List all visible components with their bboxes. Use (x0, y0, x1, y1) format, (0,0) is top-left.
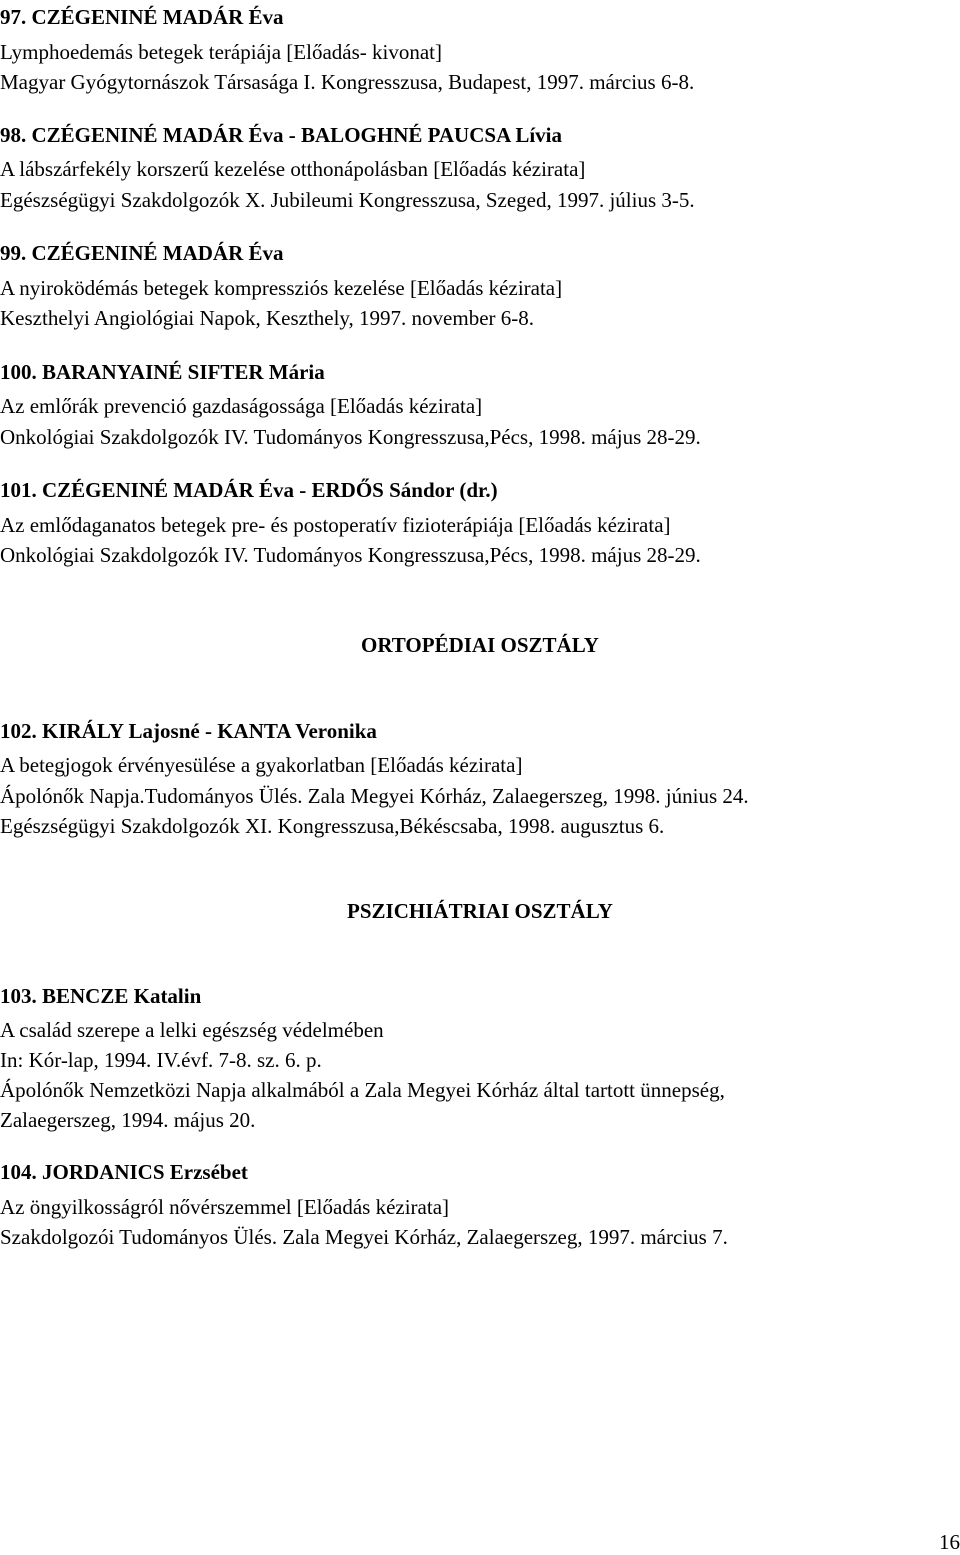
entry-98-title: A lábszárfekély korszerű kezelése otthonápolásban [Előadás kézirata] (0, 157, 586, 181)
entry-99-heading: 99. CZÉGENINÉ MADÁR Éva (0, 241, 284, 265)
entry-100-title: Az emlőrák prevenció gazdaságossága [Előadás kézirata] (0, 394, 483, 418)
entry-102-venue-2: Egészségügyi Szakdolgozók XI. Kongresszusa,Békéscsaba, 1998. augusztus 6. (0, 814, 665, 838)
entry-100-venue: Onkológiai Szakdolgozók IV. Tudományos Kongresszusa,Pécs, 1998. május 28-29. (0, 425, 701, 449)
entry-101-heading: 101. CZÉGENINÉ MADÁR Éva - ERDŐS Sándor (dr.) (0, 478, 498, 502)
section-title-psychiatry: PSZICHIÁTRIAI OSZTÁLY (347, 899, 613, 923)
entry-99-title: A nyiroködémás betegek kompressziós kezelése [Előadás kézirata] (0, 276, 563, 300)
entry-102-title: A betegjogok érvényesülése a gyakorlatban [Előadás kézirata] (0, 753, 523, 777)
entry-99-venue: Keszthelyi Angiológiai Napok, Keszthely, 1997. november 6-8. (0, 306, 535, 330)
entry-97-heading: 97. CZÉGENINÉ MADÁR Éva (0, 5, 284, 29)
entry-104-title: Az öngyilkosságról nővérszemmel [Előadás kézirata] (0, 1195, 450, 1219)
entry-102-heading: 102. KIRÁLY Lajosné - KANTA Veronika (0, 719, 377, 743)
entry-103-venue-2: Zalaegerszeg, 1994. május 20. (0, 1108, 256, 1132)
entry-102-venue-1: Ápolónők Napja.Tudományos Ülés. Zala Megyei Kórház, Zalaegerszeg, 1998. június 24. (0, 784, 749, 808)
entry-98-venue: Egészségügyi Szakdolgozók X. Jubileumi Kongresszusa, Szeged, 1997. július 3-5. (0, 188, 695, 212)
entry-100-heading: 100. BARANYAINÉ SIFTER Mária (0, 360, 325, 384)
entry-104-venue: Szakdolgozói Tudományos Ülés. Zala Megyei Kórház, Zalaegerszeg, 1997. március 7. (0, 1225, 728, 1249)
entry-101-title: Az emlődaganatos betegek pre- és postoperatív fizioterápiája [Előadás kézirata] (0, 513, 671, 537)
entry-103-heading: 103. BENCZE Katalin (0, 984, 202, 1008)
section-title-orthopedics: ORTOPÉDIAI OSZTÁLY (361, 633, 599, 657)
entry-103-title: A család szerepe a lelki egészség védelmében (0, 1018, 384, 1042)
entry-98-heading: 98. CZÉGENINÉ MADÁR Éva - BALOGHNÉ PAUCSA Lívia (0, 123, 562, 147)
page-number: 16 (939, 1530, 960, 1554)
entry-97-title: Lymphoedemás betegek terápiája [Előadás- kivonat] (0, 40, 442, 64)
entry-101-venue: Onkológiai Szakdolgozók IV. Tudományos Kongresszusa,Pécs, 1998. május 28-29. (0, 543, 701, 567)
entry-103-source: In: Kór-lap, 1994. IV.évf. 7-8. sz. 6. p. (0, 1048, 322, 1072)
entry-97-venue: Magyar Gyógytornászok Társasága I. Kongresszusa, Budapest, 1997. március 6-8. (0, 70, 695, 94)
entry-104-heading: 104. JORDANICS Erzsébet (0, 1160, 248, 1184)
entry-103-venue-1: Ápolónők Nemzetközi Napja alkalmából a Zala Megyei Kórház által tartott ünnepség, (0, 1078, 725, 1102)
